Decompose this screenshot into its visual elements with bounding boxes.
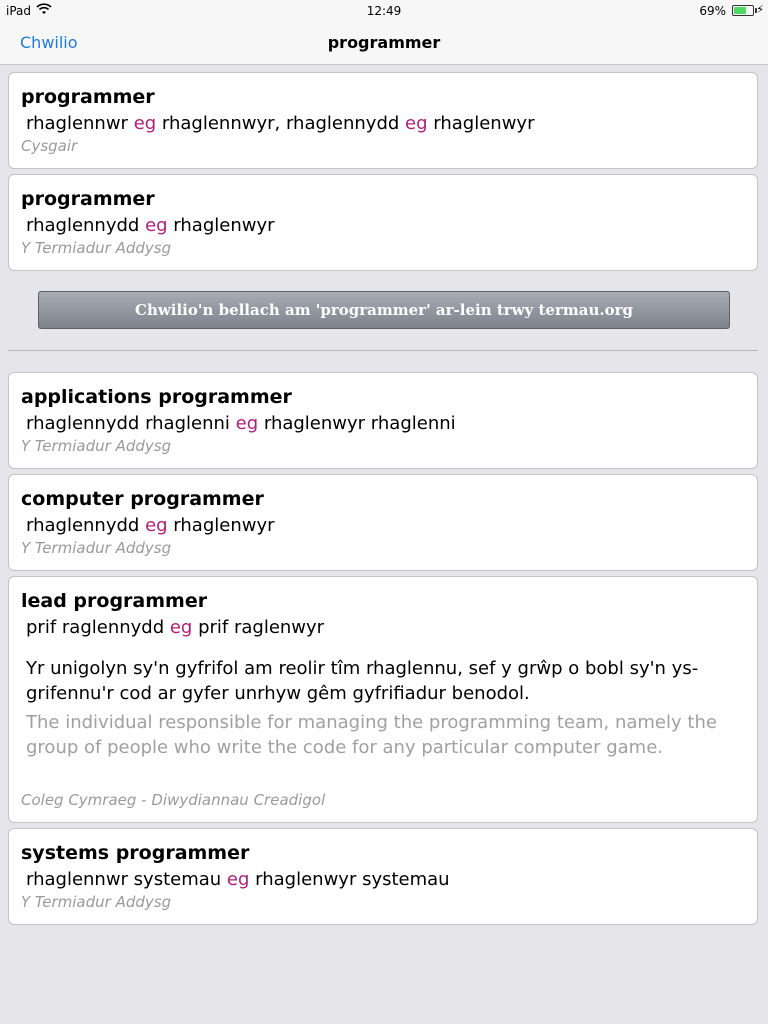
result-card-exact-2[interactable] xyxy=(8,174,758,271)
carrier-label: iPad xyxy=(6,4,32,18)
translation-text: rhaglennwyr, rhaglennydd xyxy=(156,113,406,134)
translation-text: rhaglennydd xyxy=(26,215,146,236)
section-divider xyxy=(8,350,758,351)
translation-text: rhaglennwr xyxy=(26,113,134,134)
result-card-related-4[interactable] xyxy=(8,828,758,925)
gender-tag: eg xyxy=(235,413,259,434)
result-card-related-1[interactable] xyxy=(8,372,758,469)
page-title: programmer xyxy=(327,33,441,52)
battery-percent: 69% xyxy=(699,4,726,18)
translation-text: rhaglennydd rhaglenni xyxy=(26,413,236,434)
clock: 12:49 xyxy=(366,4,402,18)
charging-icon: ⚡ xyxy=(756,3,764,16)
gender-tag: eg xyxy=(145,215,168,236)
result-term: lead programmer xyxy=(21,590,208,612)
result-translation xyxy=(26,215,275,236)
gender-tag: eg xyxy=(133,113,157,134)
online-search-button[interactable]: Chwilio'n bellach am 'programmer' ar-lein trwy termau.org xyxy=(38,291,730,329)
translation-text: rhaglenwyr xyxy=(167,215,275,236)
translation-text: rhaglenwyr xyxy=(167,515,275,536)
translation-text: rhaglennwr systemau xyxy=(26,869,227,890)
battery-fill xyxy=(734,7,746,14)
status-bar xyxy=(0,0,768,22)
back-button[interactable]: Chwilio xyxy=(20,33,78,52)
result-source: Y Termiadur Addysg xyxy=(21,893,172,911)
result-term: systems programmer xyxy=(21,842,250,864)
gender-tag: eg xyxy=(145,515,168,536)
result-term: computer programmer xyxy=(21,488,264,510)
result-source: Cysgair xyxy=(21,137,78,155)
result-translation xyxy=(26,617,324,638)
result-source: Y Termiadur Addysg xyxy=(21,437,172,455)
definition-english: The individual responsible for managing the programming team, namely the group of people who write the code for any particular computer game. xyxy=(26,712,717,758)
result-source: Y Termiadur Addysg xyxy=(21,239,172,257)
result-card-related-2[interactable] xyxy=(8,474,758,571)
result-card-exact-1[interactable] xyxy=(8,72,758,169)
result-translation xyxy=(26,113,534,134)
gender-tag: eg xyxy=(405,113,428,134)
result-source: Y Termiadur Addysg xyxy=(21,539,172,557)
translation-text: rhaglenwyr systemau xyxy=(249,869,450,890)
result-source: Coleg Cymraeg - Diwydiannau Creadigol xyxy=(21,791,326,809)
result-term: programmer xyxy=(21,188,155,210)
definition-welsh: Yr unigolyn sy'n gyfrifol am reolir tîm rhaglennu, sef y grŵp o bobl sy'n ys-grifennu'r cod ar gyfer unrhyw gêm gyfrifiadur benodol. xyxy=(26,658,699,704)
result-term: programmer xyxy=(21,86,155,108)
translation-text: prif raglenwyr xyxy=(192,617,325,638)
result-term: applications programmer xyxy=(21,386,292,408)
battery-icon xyxy=(732,5,754,16)
result-translation xyxy=(26,869,450,890)
translation-text: rhaglenwyr rhaglenni xyxy=(258,413,456,434)
result-card-related-3[interactable] xyxy=(8,576,758,823)
gender-tag: eg xyxy=(226,869,250,890)
gender-tag: eg xyxy=(169,617,193,638)
result-translation xyxy=(26,515,275,536)
translation-text: rhaglenwyr xyxy=(427,113,535,134)
navigation-bar xyxy=(0,22,768,65)
translation-text: rhaglennydd xyxy=(26,515,146,536)
translation-text: prif raglennydd xyxy=(26,617,170,638)
result-translation xyxy=(26,413,456,434)
